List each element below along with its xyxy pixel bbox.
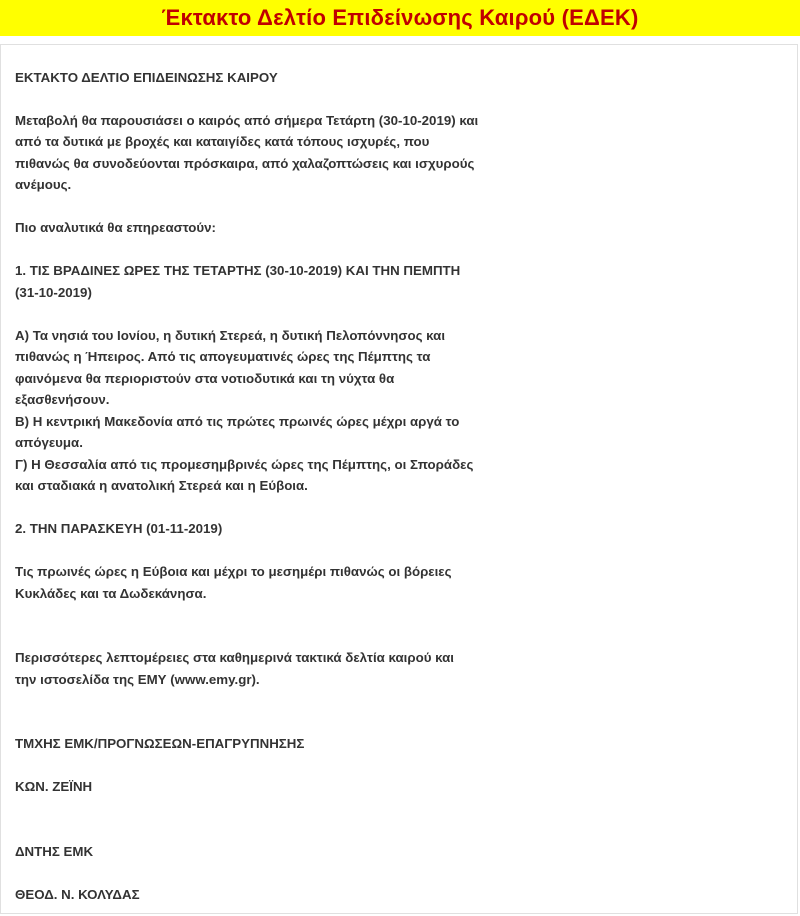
section2-line: Τις πρωινές ώρες η Εύβοια και μέχρι το μεσημέρι πιθανώς οι βόρειες: [15, 564, 452, 579]
director-title: ΔΝΤΗΣ ΕΜΚ: [15, 843, 94, 859]
bulletin-container: [0, 44, 798, 914]
section2-line: Κυκλάδες και τα Δωδεκάνησα.: [15, 585, 207, 601]
section1-line: και σταδιακά η ανατολική Στερεά και η Εύβοια.: [15, 478, 308, 493]
section1-title: (31-10-2019): [15, 284, 92, 300]
section1-line: Α) Τα νησιά του Ιονίου, η δυτική Στερεά, η δυτική Πελοπόννησος και: [15, 327, 446, 343]
intro-line: ανέμους.: [15, 177, 72, 192]
director-name: ΘΕΟΔ. Ν. ΚΟΛΥΔΑΣ: [15, 886, 140, 902]
section1-line: απόγευμα.: [15, 435, 83, 450]
intro-line: Μεταβολή θα παρουσιάσει ο καιρός από σήμερα Τετάρτη (30-10-2019) και: [15, 112, 479, 128]
section1-line: Γ) Η Θεσσαλία από τις προμεσημβρινές ώρες της Πέμπτης, οι Σποράδες: [15, 456, 474, 472]
more-info-line: Περισσότερες λεπτομέρειες στα καθημερινά τακτικά δελτία καιρού και: [15, 650, 454, 665]
section1-line: πιθανώς η Ήπειρος. Από τις απογευματινές ώρες της Πέμπτης τα: [15, 349, 431, 364]
section1-line: εξασθενήσουν.: [15, 392, 110, 407]
section1-line: Β) Η κεντρική Μακεδονία από τις πρώτες πρωινές ώρες μέχρι αργά το: [15, 413, 460, 429]
bulletin-text: [15, 45, 555, 905]
page-title: Έκτακτο Δελτίο Επιδείνωσης Καιρού (ΕΔΕΚ): [161, 5, 639, 30]
department-name: ΤΜΧΗΣ ΕΜΚ/ΠΡΟΓΝΩΣΕΩΝ-ΕΠΑΓΡΥΠΝΗΣΗΣ: [15, 736, 305, 751]
details-intro: Πιο αναλυτικά θα επηρεαστούν:: [15, 220, 216, 235]
intro-line: από τα δυτικά με βροχές και καταιγίδες κατά τόπους ισχυρές, που: [15, 134, 430, 149]
intro-line: πιθανώς θα συνοδεύονται πρόσκαιρα, από χαλαζοπτώσεις και ισχυρούς: [15, 155, 475, 171]
section2-title: 2. ΤΗΝ ΠΑΡΑΣΚΕΥΗ (01-11-2019): [15, 521, 223, 536]
section1-line: φαινόμενα θα περιοριστούν στα νοτιοδυτικά και τη νύχτα θα: [15, 370, 395, 386]
signer-name: ΚΩΝ. ΖΕΪΝΗ: [15, 779, 93, 794]
header-bar: [0, 0, 800, 36]
section1-title: 1. ΤΙΣ ΒΡΑΔΙΝΕΣ ΩΡΕΣ ΤΗΣ ΤΕΤΑΡΤΗΣ (30-10-2019) ΚΑΙ ΤΗΝ ΠΕΜΠΤΗ: [15, 263, 461, 278]
bulletin-heading: ΕΚΤΑΚΤΟ ΔΕΛΤΙΟ ΕΠΙΔΕΙΝΩΣΗΣ ΚΑΙΡΟΥ: [15, 69, 278, 85]
more-info-line: την ιστοσελίδα της ΕΜΥ (www.emy.gr).: [15, 671, 260, 687]
